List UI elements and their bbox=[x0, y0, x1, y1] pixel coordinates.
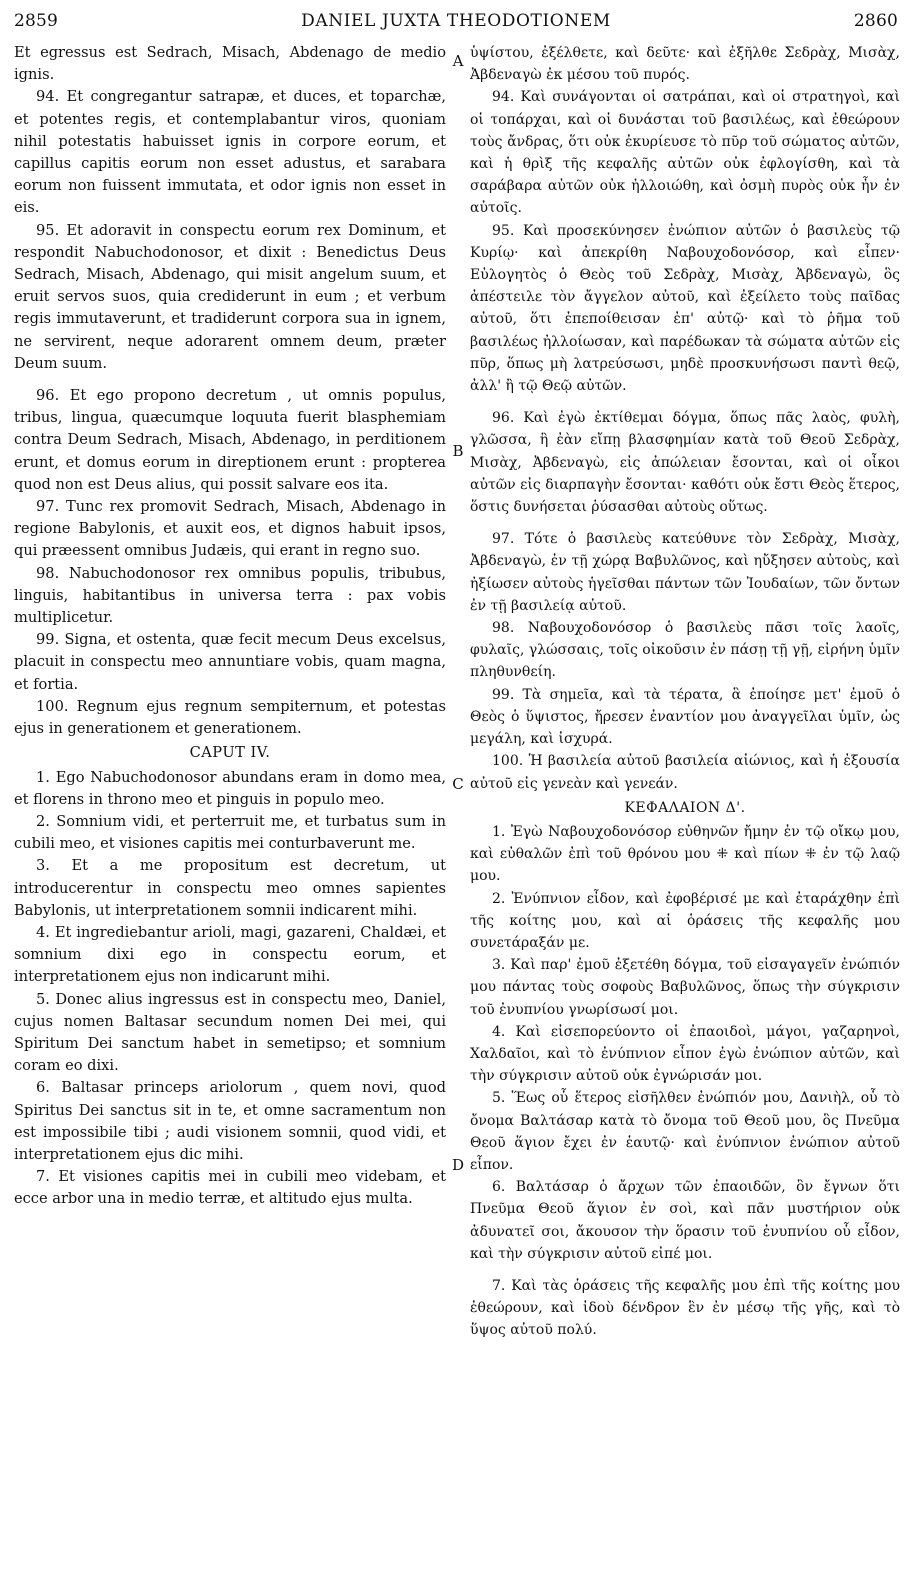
greek-para-98: 98. Ναβουχοδονόσορ ὁ βασιλεὺς πᾶσι τοῖς λαοῖς, φυλαῖς, γλώσσαις, τοῖς οἰκοῦσιν ἐν πάσῃ τῇ γῇ, εἰρήνη ὑμῖν πληθυνθείη. bbox=[470, 620, 900, 681]
greek-para-94: 94. Καὶ συνάγονται οἱ σατράπαι, καὶ οἱ στρατηγοὶ, καὶ οἱ τοπάρχαι, καὶ οἱ δυνάσται τοῦ βασιλέως, καὶ ἐθεώρουν τοὺς ἄνδρας, ὅτι οὐκ ἐκυρίευσε τὸ πῦρ τοῦ σώματος αὐτῶν, καὶ ἡ θρὶξ τῆς κεφαλῆς αὐτῶν οὐκ ἐφλογίσθη, καὶ τὰ σαράβαρα αὐτῶν οὐκ ἠλλοιώθη, καὶ ὀσμὴ πυρὸς οὐκ ἦν ἐν αὐτοῖς. bbox=[470, 89, 900, 217]
page-header bbox=[14, 6, 898, 36]
greek-para-iv-1: 1. Ἐγὼ Ναβουχοδονόσορ εὐθηνῶν ἤμην ἐν τῷ οἴκῳ μου, καὶ εὐθαλῶν ἐπὶ τοῦ θρόνου μου ⁜ καὶ πίων ⁜ ἐν τῷ λαῷ μου. bbox=[470, 823, 900, 885]
margin-marker-d: D bbox=[451, 1156, 465, 1174]
latin-column bbox=[14, 42, 446, 1211]
margin-marker-b: B bbox=[452, 442, 464, 460]
right-page-number: 2860 bbox=[853, 11, 898, 31]
greek-para-95: 95. Καὶ προσεκύνησεν ἐνώπιον αὐτῶν ὁ βασιλεὺς τῷ Κυρίῳ· καὶ ἀπεκρίθη Ναβουχοδονόσορ, καὶ εἶπεν· Εὐλογητὸς ὁ Θεὸς τοῦ Σεδρὰχ, Μισὰχ, Ἀβδεναγὼ, ὃς ἀπέστειλε τὸν ἄγγελον αὐτοῦ, καὶ ἐξείλετο τοὺς παῖδας αὐτοῦ, ὅτι ἐπεποίθεισαν ἐπ' αὐτῷ· καὶ τὸ ῥῆμα τοῦ βασιλέως ἠλλοίωσαν, καὶ παρέδωκαν τὰ σώματα αὐτῶν εἰς πῦρ, ὅπως μὴ λατρεύσωσι, μηδὲ προσκυνήσωσι παντὶ θεῷ, ἀλλ' ἢ τῷ Θεῷ αὐτῶν. bbox=[470, 222, 900, 395]
latin-para-iv-3: 3. Et a me propositum est decretum, ut introducerentur in conspectu meo omnes sapientes Babylonis, ut interpretationem somnii indicarent mihi. bbox=[14, 857, 446, 919]
latin-para-97: 97. Tunc rex promovit Sedrach, Misach, Abdenago in regione Babylonis, et auxit eos, et dignos habuit ipsos, qui præessent omnibus Judæis, qui erant in regno suo. bbox=[14, 498, 446, 560]
margin-marker-a: A bbox=[452, 52, 464, 70]
greek-para-97: 97. Τότε ὁ βασιλεὺς κατεύθυνε τὸν Σεδρὰχ, Μισὰχ, Ἀβδεναγὼ, ἐν τῇ χώρᾳ Βαβυλῶνος, καὶ ηὔξησεν αὐτοὺς, καὶ ἠξίωσεν αὐτοὺς ἡγεῖσθαι πάντων τῶν Ἰουδαίων, τῶν ὄντων ἐν τῇ βασιλείᾳ αὐτοῦ. bbox=[470, 531, 900, 614]
latin-para-99: 99. Signa, et ostenta, quæ fecit mecum Deus excelsus, placuit in conspectu meo annuntiare vobis, quam magna, et fortia. bbox=[14, 631, 446, 693]
latin-para-95: 95. Et adoravit in conspectu eorum rex Dominum, et respondit Nabuchodonosor, et dixit : Benedictus Deus Sedrach, Misach, Abdenago, qui misit angelum suum, et eruit servos suos, quia crediderunt in eum ; et verbum regis immutaverunt, et tradiderunt corpora sua in ignem, ne servirent, neque adorarent omnem deum, præter Deum suum. bbox=[14, 221, 446, 372]
latin-para-96: 96. Et ego propono decretum , ut omnis populus, tribus, lingua, quæcumque loquuta fuerit blasphemiam contra Deum Sedrach, Misach, Abdenago, in perditionem erunt, et domus eorum in direptionem erunt : propterea quod non est Deus alius, qui possit salvare eos ita. bbox=[14, 387, 446, 493]
latin-para-100: 100. Regnum ejus regnum sempiternum, et potestas ejus in generationem et generationem. bbox=[14, 697, 446, 738]
latin-para-iv-1: 1. Ego Nabuchodonosor abundans eram in domo mea, et florens in throno meo et pinguis in populo meo. bbox=[14, 768, 446, 808]
latin-para-98: 98. Nabuchodonosor rex omnibus populis, tribubus, linguis, habitantibus in universa terra : pax vobis multiplicetur. bbox=[14, 564, 446, 627]
greek-para-96: 96. Καὶ ἐγὼ ἐκτίθεμαι δόγμα, ὅπως πᾶς λαὸς, φυλὴ, γλῶσσα, ἣ ἐὰν εἴπῃ βλασφημίαν κατὰ τοῦ Θεοῦ Σεδρὰχ, Μισὰχ, Ἀβδεναγὼ, εἰς ἀπώλειαν ἔσονται, καὶ οἱ οἶκοι αὐτῶν εἰς διαρπαγὴν ἔσονται· καθότι οὐκ ἔστι Θεὸς ἕτερος, ὅστις δυνήσεται ῥύσασθαι αὐτοὺς οὕτως. bbox=[470, 410, 900, 516]
latin-chapter-heading: CAPUT IV. bbox=[189, 744, 271, 762]
greek-column bbox=[470, 42, 900, 1342]
latin-para-iv-7: 7. Et visiones capitis mei in cubili meo videbam, et ecce arbor una in medio terræ, et altitudo ejus multa. bbox=[14, 1168, 446, 1208]
latin-para-iv-4: 4. Et ingrediebantur arioli, magi, gazareni, Chaldæi, et somnium dixi ego in conspectu eorum, et interpretationem ejus non indicarunt mihi. bbox=[14, 923, 446, 986]
greek-para-iv-3: 3. Καὶ παρ' ἐμοῦ ἐξετέθη δόγμα, τοῦ εἰσαγαγεῖν ἐνώπιόν μου πάντας τοὺς σοφοὺς Βαβυλῶνος, ὅπως τὴν σύγκρισιν τοῦ ἐνυπνίου γνωρίσωσί μοι. bbox=[470, 957, 900, 1018]
greek-para-100: 100. Ἡ βασιλεία αὐτοῦ βασιλεία αἰώνιος, καὶ ἡ ἐξουσία αὐτοῦ εἰς γενεὰν καὶ γενεάν. bbox=[470, 753, 900, 792]
greek-chapter-heading: ΚΕΦΑΛΑΙΟΝ Δ'. bbox=[624, 799, 746, 816]
running-title: DANIEL JUXTA THEODOTIONEM bbox=[301, 11, 611, 31]
greek-para-iv-5: 5. Ἕως οὗ ἕτερος εἰσῆλθεν ἐνώπιόν μου, Δανιὴλ, οὗ τὸ ὄνομα Βαλτάσαρ κατὰ τὸ ὄνομα τοῦ Θεοῦ μου, ὃς Πνεῦμα Θεοῦ ἅγιον ἔχει ἐν ἑαυτῷ· καὶ ἐνύπνιον ἐνώπιον αὐτοῦ εἶπον. bbox=[470, 1090, 900, 1173]
left-page-number: 2859 bbox=[14, 11, 59, 31]
greek-para-iv-2: 2. Ἐνύπνιον εἶδον, καὶ ἐφοβέρισέ με καὶ ἐταράχθην ἐπὶ τῆς κοίτης μου, καὶ αἱ ὁράσεις τῆς κεφαλῆς μου συνετάραξάν με. bbox=[470, 890, 900, 951]
greek-para-iv-6: 6. Βαλτάσαρ ὁ ἄρχων τῶν ἐπαοιδῶν, ὃν ἔγνων ὅτι Πνεῦμα Θεοῦ ἅγιον ἐν σοὶ, καὶ πᾶν μυστήριον οὐκ ἀδυνατεῖ σοι, ἄκουσον τὴν ὅρασιν τοῦ ἐνυπνίου οὗ εἶδον, καὶ τὴν σύγκρισιν αὐτοῦ εἰπέ μοι. bbox=[470, 1179, 900, 1262]
latin-para-iv-5: 5. Donec alius ingressus est in conspectu meo, Daniel, cujus nomen Baltasar secundum nomen Dei mei, qui Spiritum Dei sanctum habet in semetipso; et somnium coram eo dixi. bbox=[14, 990, 446, 1075]
latin-para-94: 94. Et congregantur satrapæ, et duces, et toparchæ, et potentes regis, et contemplabantur viros, quoniam nihil potestatis habuisset ignis in corpore eorum, et capillus capitis eorum non esset adustus, et sarabara eorum non fuissent immutata, et odor ignis non esset in eis. bbox=[14, 88, 446, 217]
latin-para-iv-2: 2. Somnium vidi, et perterruit me, et turbatus sum in cubili meo, et visiones capitis mei conturbaverunt me. bbox=[14, 812, 446, 853]
greek-para-99: 99. Τὰ σημεῖα, καὶ τὰ τέρατα, ἃ ἐποίησε μετ' ἐμοῦ ὁ Θεὸς ὁ ὕψιστος, ἤρεσεν ἐναντίον μου ἀναγγεῖλαι ὑμῖν, ὡς μεγάλη, καὶ ἰσχυρά. bbox=[470, 686, 900, 748]
greek-para-iv-4: 4. Καὶ εἰσεπορεύοντο οἱ ἐπαοιδοὶ, μάγοι, γαζαρηνοὶ, Χαλδαῖοι, καὶ τὸ ἐνύπνιον εἶπον ἐγὼ ἐνώπιον αὐτῶν, καὶ τὴν σύγκρισιν αὐτοῦ οὐκ ἐγνώρισάν μοι. bbox=[470, 1023, 900, 1085]
latin-para-0: Et egressus est Sedrach, Misach, Abdenago de medio ignis. bbox=[14, 44, 446, 84]
latin-para-iv-6: 6. Baltasar princeps ariolorum , quem novi, quod Spiritus Dei sanctus sit in te, et omne sacramentum non est impossibile tibi ; audi visionem somnii, quod vidi, et interpretationem ejus dic mihi. bbox=[14, 1079, 446, 1163]
margin-marker-c: C bbox=[452, 775, 464, 793]
greek-para-iv-7: 7. Καὶ τὰς ὁράσεις τῆς κεφαλῆς μου ἐπὶ τῆς κοίτης μου ἐθεώρουν, καὶ ἰδοὺ δένδρον ἓν ἐν μέσῳ τῆς γῆς, καὶ τὸ ὕψος αὐτοῦ πολύ. bbox=[470, 1277, 900, 1339]
greek-para-0: ὑψίστου, ἐξέλθετε, καὶ δεῦτε· καὶ ἐξῆλθε Σεδρὰχ, Μισὰχ, Ἀβδεναγὼ ἐκ μέσου τοῦ πυρός. bbox=[470, 45, 900, 84]
